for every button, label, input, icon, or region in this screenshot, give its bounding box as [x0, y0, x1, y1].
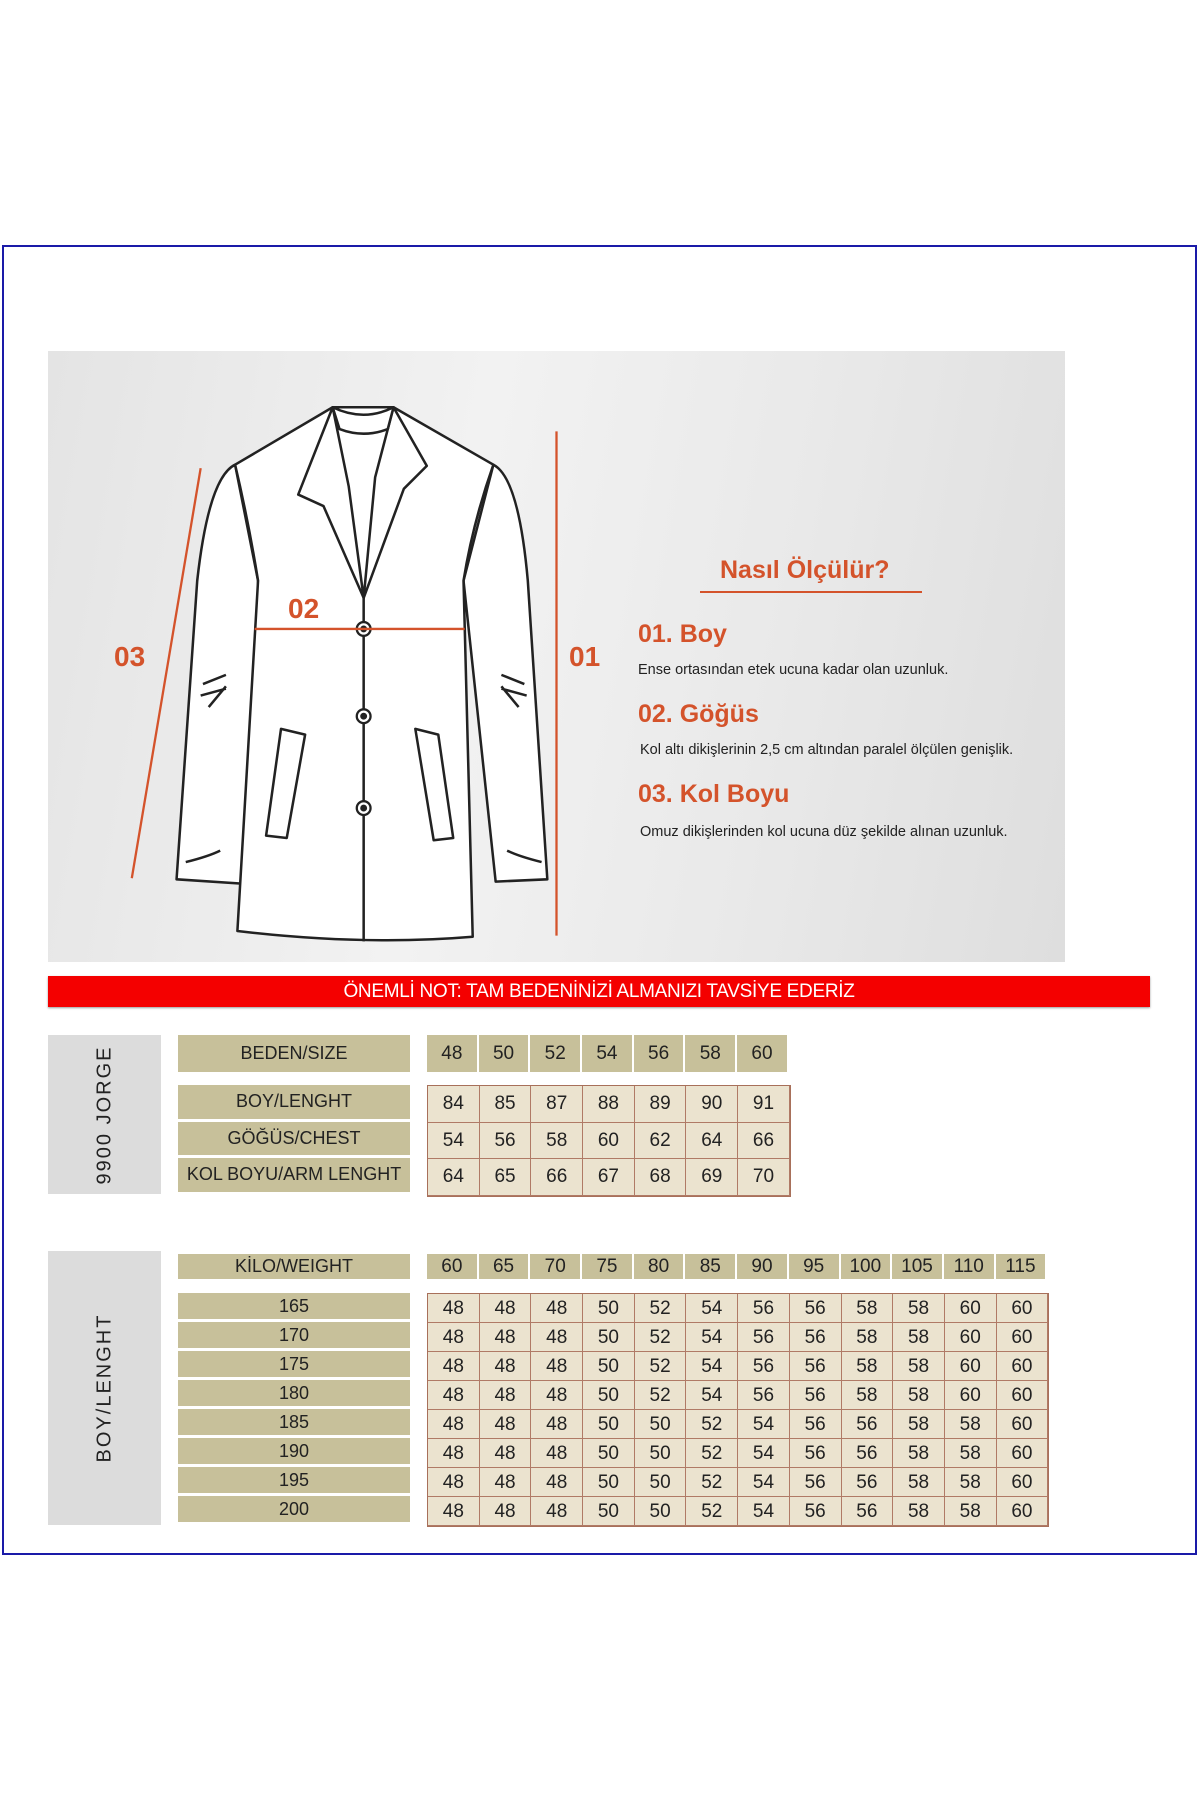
- value-cell: 58: [893, 1468, 945, 1497]
- value-cell: 58: [893, 1381, 945, 1410]
- value-cell: 52: [635, 1381, 687, 1410]
- value-cell: 56: [842, 1439, 894, 1468]
- value-cell: 56: [790, 1497, 842, 1526]
- value-cell: 54: [686, 1323, 738, 1352]
- coat-illustration: [48, 351, 1065, 962]
- value-cell: 48: [531, 1352, 583, 1381]
- value-cell: 68: [635, 1159, 687, 1196]
- value-cell: 48: [480, 1410, 532, 1439]
- value-cell: 66: [531, 1159, 583, 1196]
- item-heading: 03. Kol Boyu: [638, 780, 790, 808]
- value-cell: 90: [686, 1086, 738, 1123]
- size-header-label: BEDEN/SIZE: [178, 1035, 410, 1072]
- value-cell: 48: [531, 1381, 583, 1410]
- value-cell: 50: [635, 1439, 687, 1468]
- value-cell: 60: [583, 1123, 635, 1160]
- value-cell: 50: [583, 1381, 635, 1410]
- value-cell: 56: [480, 1123, 532, 1160]
- value-cell: 60: [945, 1294, 997, 1323]
- table-row: [428, 1086, 790, 1123]
- header-cell: 60: [737, 1035, 789, 1072]
- value-cell: 50: [583, 1294, 635, 1323]
- value-cell: 48: [428, 1294, 480, 1323]
- value-cell: 52: [635, 1294, 687, 1323]
- value-cell: 48: [428, 1497, 480, 1526]
- value-cell: 56: [738, 1323, 790, 1352]
- header-cell: 100: [841, 1254, 893, 1279]
- row-label: 200: [178, 1496, 410, 1522]
- value-cell: 50: [583, 1468, 635, 1497]
- value-cell: 56: [790, 1468, 842, 1497]
- value-cell: 56: [790, 1381, 842, 1410]
- value-cell: 50: [635, 1410, 687, 1439]
- row-label: 165: [178, 1293, 410, 1319]
- row-label: 180: [178, 1380, 410, 1406]
- value-cell: 58: [531, 1123, 583, 1160]
- value-cell: 48: [480, 1439, 532, 1468]
- value-cell: 67: [583, 1159, 635, 1196]
- value-cell: 58: [842, 1381, 894, 1410]
- value-cell: 60: [945, 1323, 997, 1352]
- value-cell: 52: [686, 1410, 738, 1439]
- header-cell: 90: [737, 1254, 789, 1279]
- value-cell: 60: [997, 1439, 1049, 1468]
- value-cell: 58: [893, 1294, 945, 1323]
- weight-header-row: [427, 1254, 1047, 1279]
- size-measure-grid: [427, 1085, 791, 1197]
- measurement-diagram: [48, 351, 1065, 962]
- value-cell: 56: [842, 1410, 894, 1439]
- value-cell: 89: [635, 1086, 687, 1123]
- row-label: BOY/LENGHT: [178, 1085, 410, 1119]
- value-cell: 54: [738, 1497, 790, 1526]
- value-cell: 56: [842, 1468, 894, 1497]
- header-cell: 48: [427, 1035, 479, 1072]
- value-cell: 64: [686, 1123, 738, 1160]
- value-cell: 48: [480, 1381, 532, 1410]
- value-cell: 48: [428, 1410, 480, 1439]
- value-cell: 60: [997, 1468, 1049, 1497]
- weight-header-label: KİLO/WEIGHT: [178, 1254, 410, 1279]
- value-cell: 58: [842, 1323, 894, 1352]
- value-cell: 56: [790, 1294, 842, 1323]
- table-row: [428, 1497, 1048, 1526]
- value-cell: 58: [893, 1497, 945, 1526]
- row-label: 170: [178, 1322, 410, 1348]
- value-cell: 60: [945, 1352, 997, 1381]
- value-cell: 58: [945, 1410, 997, 1439]
- table-row: [428, 1123, 790, 1160]
- value-cell: 48: [480, 1468, 532, 1497]
- value-cell: 48: [428, 1468, 480, 1497]
- header-cell: 54: [582, 1035, 634, 1072]
- value-cell: 62: [635, 1123, 687, 1160]
- item-heading: 02. Göğüs: [638, 700, 759, 728]
- header-cell: 105: [892, 1254, 944, 1279]
- model-side-label: 9900 JORGE: [48, 1035, 161, 1194]
- value-cell: 50: [583, 1410, 635, 1439]
- value-cell: 56: [790, 1352, 842, 1381]
- value-cell: 58: [893, 1352, 945, 1381]
- value-cell: 48: [428, 1323, 480, 1352]
- row-label: 195: [178, 1467, 410, 1493]
- header-cell: 75: [582, 1254, 634, 1279]
- value-cell: 48: [480, 1323, 532, 1352]
- value-cell: 58: [842, 1352, 894, 1381]
- header-cell: 56: [634, 1035, 686, 1072]
- title-underline: [700, 591, 922, 593]
- value-cell: 65: [480, 1159, 532, 1196]
- header-cell: 60: [427, 1254, 479, 1279]
- value-cell: 52: [686, 1468, 738, 1497]
- table-row: [428, 1294, 1048, 1323]
- value-cell: 56: [738, 1294, 790, 1323]
- important-note-banner: ÖNEMLİ NOT: TAM BEDENİNİZİ ALMANIZI TAVSİYE EDERİZ: [48, 976, 1150, 1007]
- value-cell: 48: [428, 1439, 480, 1468]
- value-cell: 52: [686, 1439, 738, 1468]
- size-header-row: [427, 1035, 789, 1072]
- value-cell: 50: [635, 1497, 687, 1526]
- value-cell: 54: [738, 1468, 790, 1497]
- header-cell: 70: [530, 1254, 582, 1279]
- header-cell: 110: [944, 1254, 996, 1279]
- row-label: GÖĞÜS/CHEST: [178, 1122, 410, 1156]
- header-cell: 95: [789, 1254, 841, 1279]
- header-cell: 85: [685, 1254, 737, 1279]
- value-cell: 50: [583, 1497, 635, 1526]
- value-cell: 69: [686, 1159, 738, 1196]
- value-cell: 50: [583, 1323, 635, 1352]
- value-cell: 54: [686, 1381, 738, 1410]
- chest-label: 02: [288, 593, 320, 624]
- value-cell: 60: [997, 1410, 1049, 1439]
- value-cell: 48: [531, 1439, 583, 1468]
- table-row: [428, 1159, 790, 1196]
- value-cell: 85: [480, 1086, 532, 1123]
- right-sleeve: [464, 465, 548, 882]
- value-cell: 48: [531, 1294, 583, 1323]
- header-cell: 115: [996, 1254, 1048, 1279]
- value-cell: 66: [738, 1123, 790, 1160]
- value-cell: 56: [790, 1410, 842, 1439]
- value-cell: 52: [635, 1323, 687, 1352]
- item-desc: Kol altı dikişlerinin 2,5 cm altından paralel ölçülen genişlik.: [640, 742, 1014, 758]
- value-cell: 52: [686, 1497, 738, 1526]
- value-cell: 48: [428, 1352, 480, 1381]
- header-cell: 58: [685, 1035, 737, 1072]
- value-cell: 91: [738, 1086, 790, 1123]
- table-row: [428, 1381, 1048, 1410]
- height-side-label: BOY/LENGHT: [48, 1251, 161, 1525]
- length-label: 01: [569, 641, 601, 672]
- value-cell: 84: [428, 1086, 480, 1123]
- value-cell: 56: [790, 1439, 842, 1468]
- weight-size-grid: [427, 1293, 1049, 1527]
- value-cell: 56: [842, 1497, 894, 1526]
- value-cell: 48: [531, 1410, 583, 1439]
- value-cell: 64: [428, 1159, 480, 1196]
- value-cell: 60: [945, 1381, 997, 1410]
- header-cell: 80: [634, 1254, 686, 1279]
- value-cell: 48: [480, 1294, 532, 1323]
- value-cell: 60: [997, 1381, 1049, 1410]
- value-cell: 87: [531, 1086, 583, 1123]
- header-cell: 52: [530, 1035, 582, 1072]
- how-to-measure-title: Nasıl Ölçülür?: [720, 556, 890, 584]
- value-cell: 56: [738, 1381, 790, 1410]
- table-row: [428, 1352, 1048, 1381]
- item-desc: Omuz dikişlerinden kol ucuna düz şekilde alınan uzunluk.: [640, 824, 1008, 840]
- value-cell: 54: [686, 1352, 738, 1381]
- value-cell: 60: [997, 1352, 1049, 1381]
- value-cell: 58: [893, 1439, 945, 1468]
- header-cell: 65: [479, 1254, 531, 1279]
- value-cell: 48: [531, 1468, 583, 1497]
- item-desc: Ense ortasından etek ucuna kadar olan uzunluk.: [638, 662, 949, 678]
- value-cell: 60: [997, 1497, 1049, 1526]
- item-heading: 01. Boy: [638, 620, 727, 648]
- value-cell: 50: [583, 1439, 635, 1468]
- row-label: 185: [178, 1409, 410, 1435]
- value-cell: 54: [428, 1123, 480, 1160]
- value-cell: 48: [531, 1323, 583, 1352]
- value-cell: 60: [997, 1294, 1049, 1323]
- row-label: 175: [178, 1351, 410, 1377]
- table-row: [428, 1468, 1048, 1497]
- value-cell: 54: [686, 1294, 738, 1323]
- header-cell: 50: [479, 1035, 531, 1072]
- value-cell: 48: [531, 1497, 583, 1526]
- value-cell: 54: [738, 1410, 790, 1439]
- value-cell: 48: [480, 1352, 532, 1381]
- value-cell: 56: [790, 1323, 842, 1352]
- value-cell: 50: [635, 1468, 687, 1497]
- value-cell: 58: [842, 1294, 894, 1323]
- value-cell: 50: [583, 1352, 635, 1381]
- value-cell: 48: [480, 1497, 532, 1526]
- value-cell: 58: [945, 1497, 997, 1526]
- value-cell: 70: [738, 1159, 790, 1196]
- arm-length-label: 03: [114, 641, 146, 672]
- value-cell: 48: [428, 1381, 480, 1410]
- value-cell: 58: [945, 1439, 997, 1468]
- table-row: [428, 1439, 1048, 1468]
- value-cell: 54: [738, 1439, 790, 1468]
- value-cell: 58: [945, 1468, 997, 1497]
- value-cell: 52: [635, 1352, 687, 1381]
- value-cell: 60: [997, 1323, 1049, 1352]
- table-row: [428, 1323, 1048, 1352]
- row-label: KOL BOYU/ARM LENGHT: [178, 1158, 410, 1192]
- value-cell: 58: [893, 1323, 945, 1352]
- row-label: 190: [178, 1438, 410, 1464]
- value-cell: 58: [893, 1410, 945, 1439]
- value-cell: 56: [738, 1352, 790, 1381]
- table-row: [428, 1410, 1048, 1439]
- value-cell: 88: [583, 1086, 635, 1123]
